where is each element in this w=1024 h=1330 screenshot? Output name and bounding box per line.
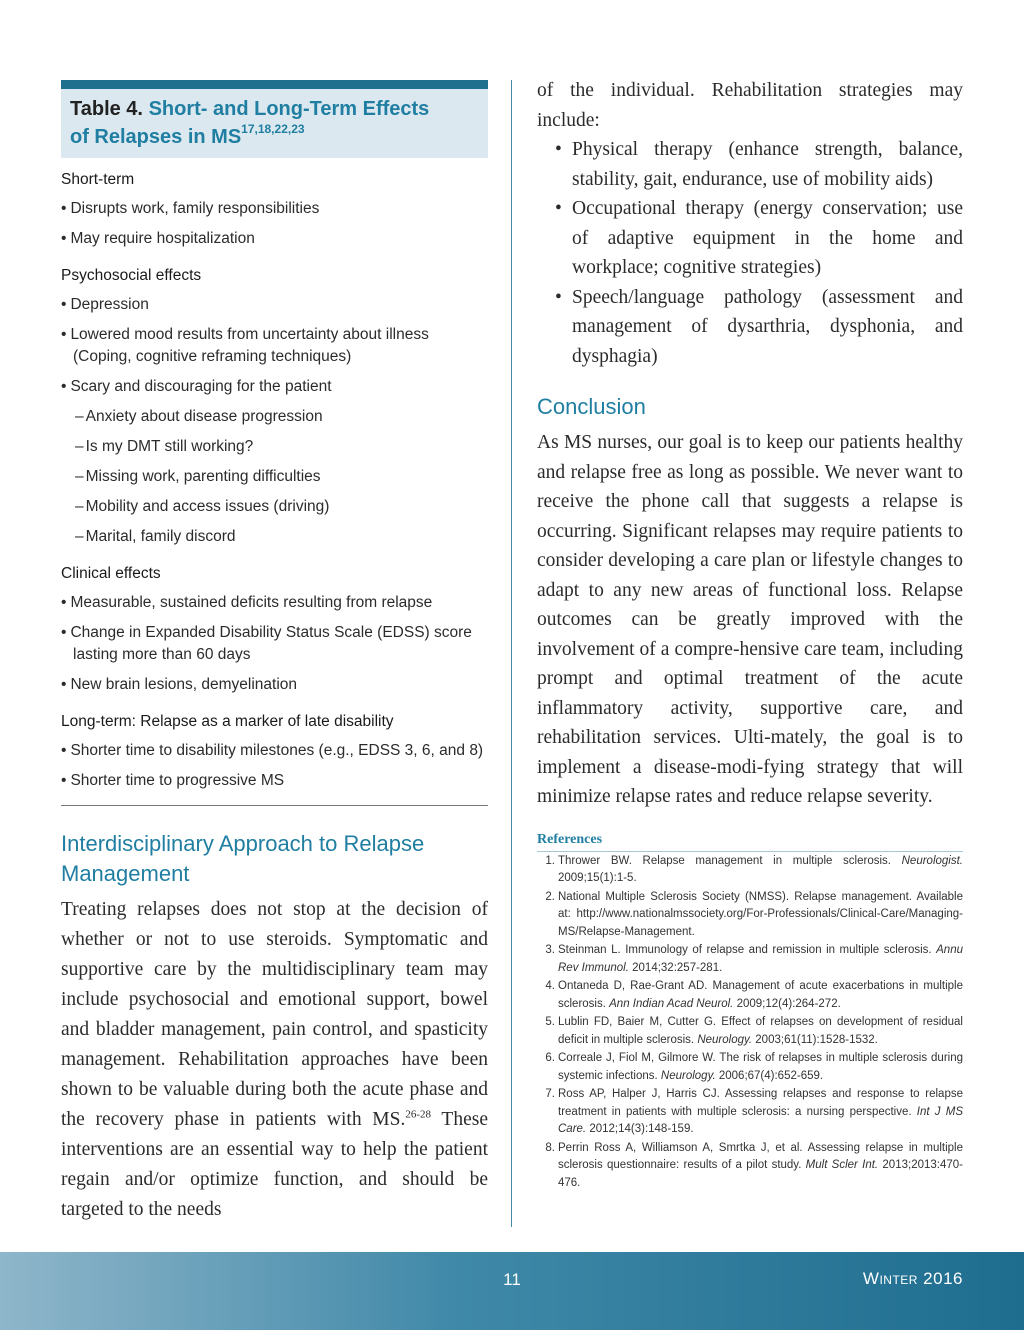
interdisciplinary-paragraph [61, 895, 488, 1225]
reference-citation: 2009;15(1):1-5. [558, 872, 637, 884]
reference-citation: 2013;2013:470-476. [558, 1159, 963, 1189]
rehab-bullet-occupational: • Occupational therapy (energy conservation; use of adaptive equipment in the home and workplace; cognitive strategies) [537, 194, 963, 283]
table-item: • Depression [61, 294, 488, 316]
reference-number: 7. [545, 1088, 555, 1100]
reference-number: 8. [545, 1141, 555, 1154]
table-title-line2: of Relapses in MS [70, 126, 242, 148]
table-section-title: Psychosocial effects [61, 267, 202, 284]
table-subitem: – Missing work, parenting difficulties [61, 466, 488, 488]
conclusion-heading: Conclusion [537, 394, 646, 419]
reference-text: Ontaneda D, Rae-Grant AD. Management of acute exacerbations in multiple sclerosis. [558, 980, 963, 1010]
interdisciplinary-heading: Interdisciplinary Approach to Relapse Management [61, 831, 425, 886]
table-item: • New brain lesions, demyelination [61, 674, 488, 696]
table-section-title: Clinical effects [61, 565, 161, 582]
table-item: • Disrupts work, family responsibilities [61, 198, 488, 220]
reference-number: 1. [545, 854, 555, 867]
reference-text: Steinman L. Immunology of relapse and remission in multiple sclerosis. [558, 944, 937, 956]
right-column [537, 76, 963, 1192]
reference-text: Correale J, Fiol M, Gilmore W. The risk of relapses in multiple sclerosis during systemic infections. [558, 1052, 963, 1082]
rehab-intro: of the individual. Rehabilitation strategies may include: [537, 80, 963, 131]
table-title [61, 80, 488, 158]
reference-item [537, 978, 963, 1013]
table-item: • Shorter time to disability milestones (e.g., EDSS 3, 6, and 8) [61, 740, 488, 762]
reference-citation: 2003;61(11):1528-1532. [752, 1033, 878, 1046]
table-subitem: – Marital, family discord [61, 526, 488, 548]
table-item: • May require hospitalization [61, 228, 488, 250]
table-item: • Shorter time to progressive MS [61, 770, 488, 792]
reference-item [537, 1140, 963, 1193]
reference-text: Ross AP, Halper J, Harris CJ. Assessing relapses and response to relapse treatment in patients with multiple sclerosis: a nursing perspective. [558, 1088, 963, 1118]
table-item: • Measurable, sustained deficits resulting from relapse [61, 592, 488, 614]
conclusion-paragraph: As MS nurses, our goal is to keep our patients healthy and relapse free as long as possible. We never want to receive the phone call that suggests a relapse is occurring. Significant relapses may require patients to consider developing a care plan or lifestyle changes to adapt to any new areas of functional loss. Relapse outcomes can be greatly improved with the involvement of a compre-hensive care team, including prompt and optimal treatment of the acute inflammatory activity, supportive care, and rehabilitation services. Ulti-mately, the goal is to implement a disease-modi-fying strategy that will minimize relapse rates and reduce relapse severity. [537, 432, 963, 807]
table-subitem: – Anxiety about disease progression [61, 406, 488, 428]
table-citation: 17,18,22,23 [241, 122, 305, 137]
table-section-title: Short-term [61, 171, 135, 188]
table-item: • Lowered mood results from uncertainty about illness (Coping, cognitive reframing techniques) [61, 324, 488, 368]
reference-journal: Ann Indian Acad Neurol. [609, 997, 734, 1010]
reference-number: 3. [545, 944, 555, 956]
reference-item [537, 853, 963, 888]
reference-number: 5. [545, 1016, 555, 1028]
reference-number: 2. [545, 890, 555, 903]
reference-journal: Annu Rev Immunol. [558, 944, 963, 974]
reference-journal: Int J MS Care. [558, 1105, 963, 1135]
reference-citation: 2012;14(3):148-159. [586, 1123, 694, 1135]
references-list [537, 853, 963, 1193]
table-subitem: – Mobility and access issues (driving) [61, 496, 488, 518]
rehab-bullet-speech: • Speech/language pathology (assessment and management of dysarthria, dysphonia, and dysphagia) [537, 283, 963, 372]
table-item: • Change in Expanded Disability Status Scale (EDSS) score lasting more than 60 days [61, 622, 488, 666]
interdisciplinary-text-1: Treating relapses does not stop at the decision of whether or not to use steroids. Symptomatic and supportive care by the multidisciplinary team may include psychosocial and emotional support, bowel and bladder management, pain control, and spasticity management. Rehabilitation approaches have been shown to be valuable during both the acute phase and the recovery phase in patients with MS. [61, 899, 488, 1130]
table-item: • Scary and discouraging for the patient [61, 376, 488, 398]
reference-text: Perrin Ross A, Williamson A, Smrtka J, et al. Assessing relapse in multiple sclerosis questionnaire: results of a pilot study. [558, 1141, 963, 1171]
reference-number: 4. [545, 980, 555, 992]
page-number: 11 [503, 1270, 521, 1289]
reference-item [537, 889, 963, 942]
references-heading: References [537, 832, 963, 852]
table-section-title: Long-term: Relapse as a marker of late disability [61, 713, 394, 730]
page-footer [0, 1252, 1024, 1330]
reference-journal: Neurologist. [901, 854, 963, 867]
reference-journal: Mult Scler Int. [805, 1159, 879, 1171]
reference-citation: 2014;32:257-281. [628, 961, 723, 974]
issue-label: Winter 2016 [862, 1269, 963, 1288]
reference-item [537, 1014, 963, 1049]
reference-item [537, 1050, 963, 1085]
table-bottom-rule [61, 805, 488, 806]
rehab-bullet-physical: • Physical therapy (enhance strength, balance, stability, gait, endurance, use of mobility aids) [537, 135, 963, 194]
table-label: Table 4. [70, 98, 143, 120]
reference-item [537, 942, 963, 977]
column-divider [511, 80, 512, 1227]
interdisciplinary-citation: 26-28 [405, 1108, 432, 1121]
reference-journal: Neurology. [697, 1033, 753, 1046]
reference-citation: 2006;67(4):652-659. [715, 1069, 824, 1082]
reference-text: Thrower BW. Relapse management in multiple sclerosis. [558, 854, 902, 867]
table-body [61, 170, 488, 792]
table-title-line1: Short- and Long-Term Effects [148, 98, 430, 120]
reference-journal: Neurology. [660, 1069, 716, 1082]
interdisciplinary-text-2: These interventions are an essential way to help the patient regain and/or optimize function, and should be targeted to the needs [61, 1109, 488, 1220]
reference-text: National Multiple Sclerosis Society (NMSS). Relapse management. Available at: http://www.nationalmssociety.org/For-Professionals/Clinical-Care/Managing-MS/Relapse-Management. [558, 890, 963, 938]
table-subitem: – Is my DMT still working? [61, 436, 488, 458]
reference-text: Lublin FD, Baier M, Cutter G. Effect of relapses on development of residual deficit in multiple sclerosis. [558, 1016, 963, 1046]
reference-citation: 2009;12(4):264-272. [733, 997, 841, 1010]
reference-item [537, 1086, 963, 1139]
reference-number: 6. [545, 1052, 555, 1064]
left-column [61, 80, 488, 1225]
